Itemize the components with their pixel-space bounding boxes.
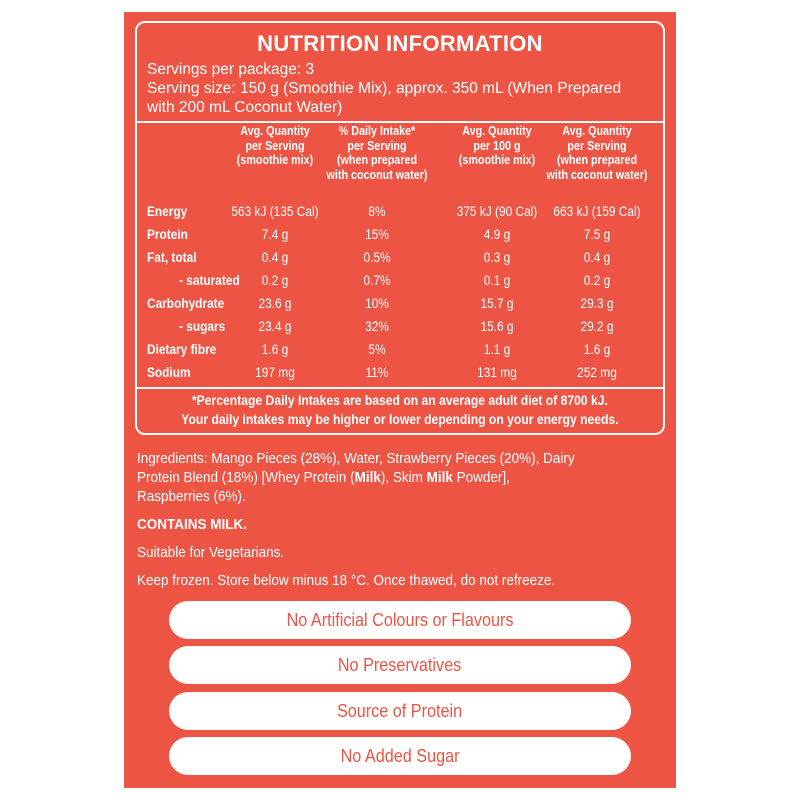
ingredients-line-3: Raspberries (6%).	[137, 488, 246, 505]
nutrient-row-sugars: - sugars 23.4 g 32% 15.6 g 29.2 g	[179, 319, 614, 334]
storage-instructions: Keep frozen. Store below minus 18 °C. Once thawed, do not refreeze.	[137, 572, 556, 589]
nutrition-title: NUTRITION INFORMATION	[257, 31, 543, 56]
nutrient-row-sodium: Sodium 197 mg 11% 131 mg 252 mg	[147, 365, 617, 380]
claim-no-added-sugar: No Added Sugar	[169, 737, 631, 775]
ingredients-line-1: Ingredients: Mango Pieces (28%), Water, Strawberry Pieces (20%), Dairy	[137, 450, 575, 467]
claim-no-artificial-colours: No Artificial Colours or Flavours	[169, 601, 631, 639]
column-header-per-100g: Avg. Quantity per 100 g (smoothie mix)	[458, 124, 536, 167]
nutrient-row-fat-total: Fat, total 0.4 g 0.5% 0.3 g 0.4 g	[147, 250, 611, 265]
nutrition-panel	[135, 21, 665, 435]
nutrient-row-energy: Energy 563 kJ (135 Cal) 8% 375 kJ (90 Cal) 663 kJ (159 Cal)	[147, 204, 641, 219]
vegetarian-statement: Suitable for Vegetarians.	[137, 544, 285, 561]
allergen-statement: CONTAINS MILK.	[137, 516, 247, 533]
column-header-per-serving: Avg. Quantity per Serving (smoothie mix)	[236, 124, 314, 167]
column-header-prepared: Avg. Quantity per Serving (when prepared with coconut water)	[546, 124, 648, 182]
nutrient-row-protein: Protein 7.4 g 15% 4.9 g 7.5 g	[147, 227, 611, 242]
daily-intake-footnote: *Percentage Daily Intakes are based on an average adult diet of 8700 kJ. Your daily intakes may be higher or lower depending on your energy needs.	[181, 393, 619, 427]
column-header-daily-intake: % Daily Intake* per Serving (when prepared with coconut water)	[326, 124, 428, 182]
claim-source-of-protein: Source of Protein	[169, 692, 631, 730]
serving-size-line-2: with 200 mL Coconut Water)	[147, 99, 343, 116]
servings-per-package: Servings per package: 3	[147, 61, 315, 78]
ingredients-line-2: Protein Blend (18%) [Whey Protein (Milk), Skim Milk Powder],	[137, 469, 510, 486]
nutrient-row-carbohydrate: Carbohydrate 23.6 g 10% 15.7 g 29.3 g	[147, 296, 614, 311]
divider-top	[137, 121, 663, 123]
serving-size-line-1: Serving size: 150 g (Smoothie Mix), approx. 350 mL (When Prepared	[147, 80, 622, 97]
nutrient-row-dietary-fibre: Dietary fibre 1.6 g 5% 1.1 g 1.6 g	[147, 342, 611, 357]
claim-no-preservatives: No Preservatives	[169, 646, 631, 684]
nutrient-row-saturated: - saturated 0.2 g 0.7% 0.1 g 0.2 g	[179, 273, 611, 288]
divider-bottom	[137, 387, 663, 389]
